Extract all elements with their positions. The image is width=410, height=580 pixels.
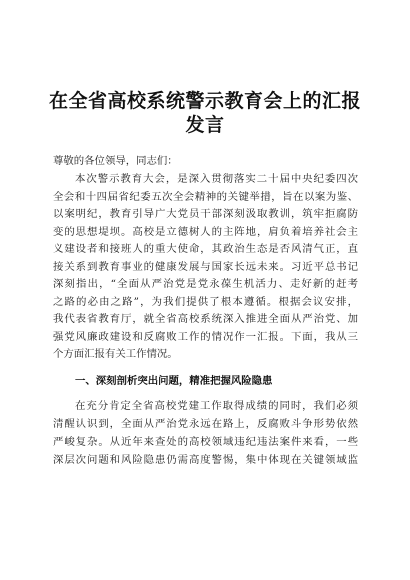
paragraph-1-line: 变的思想堤坝。高校是立德树人的主阵地，肩负着培养社会主 [53, 225, 358, 238]
document-title-line-1: 在全省高校系统警示教育会上的汇报 [48, 90, 361, 112]
paragraph-1-line: 以案明纪，教育引导广大党员干部深刻汲取教训，筑牢拒腐防 [53, 208, 358, 220]
document-title-line-2: 发言 [185, 114, 225, 136]
salutation: 尊敬的各位领导，同志们： [53, 155, 178, 167]
paragraph-1-line: 义建设者和接班人的重大使命，其政治生态是否风清气正，直 [53, 243, 358, 255]
paragraph-1-line: 之路的必由之路”，为我们提供了根本遵循。根据会议安排， [53, 295, 358, 308]
paragraph-1-line: 本次警示教育大会，是深入贯彻落实二十届中央纪委四次 [75, 173, 358, 185]
paragraph-1-line: 个方面汇报有关工作情况。 [53, 348, 178, 360]
paragraph-1-line: 我代表省教育厅，就全省高校系统深入推进全面从严治党、加 [53, 313, 358, 325]
paragraph-2-line: 严峻复杂。从近年来查处的高校领域违纪违法案件来看，一些 [53, 436, 358, 448]
paragraph-1-line: 深刻指出，“全面从严治党是党永葆生机活力、走好新的赶考 [53, 278, 358, 290]
section-heading-1: 一、深刻剖析突出问题，精准把握风险隐患 [75, 375, 273, 387]
paragraph-1-line: 接关系到教育事业的健康发展与国家长远未来。习近平总书记 [53, 260, 358, 273]
paragraph-2-line: 在充分肯定全省高校党建工作取得成绩的同时，我们必须 [75, 400, 358, 412]
paragraph-1-line: 强党风廉政建设和反腐败工作的情况作一汇报。下面，我从三 [53, 330, 358, 343]
paragraph-2-line: 清醒认识到，全面从严治党永远在路上，反腐败斗争形势依然 [53, 418, 358, 430]
paragraph-1-line: 全会和十四届省纪委五次全会精神的关键举措，旨在以案为鉴、 [53, 190, 358, 203]
paragraph-2-line: 深层次问题和风险隐患仍需高度警惕，集中体现在关键领域监 [53, 454, 358, 466]
